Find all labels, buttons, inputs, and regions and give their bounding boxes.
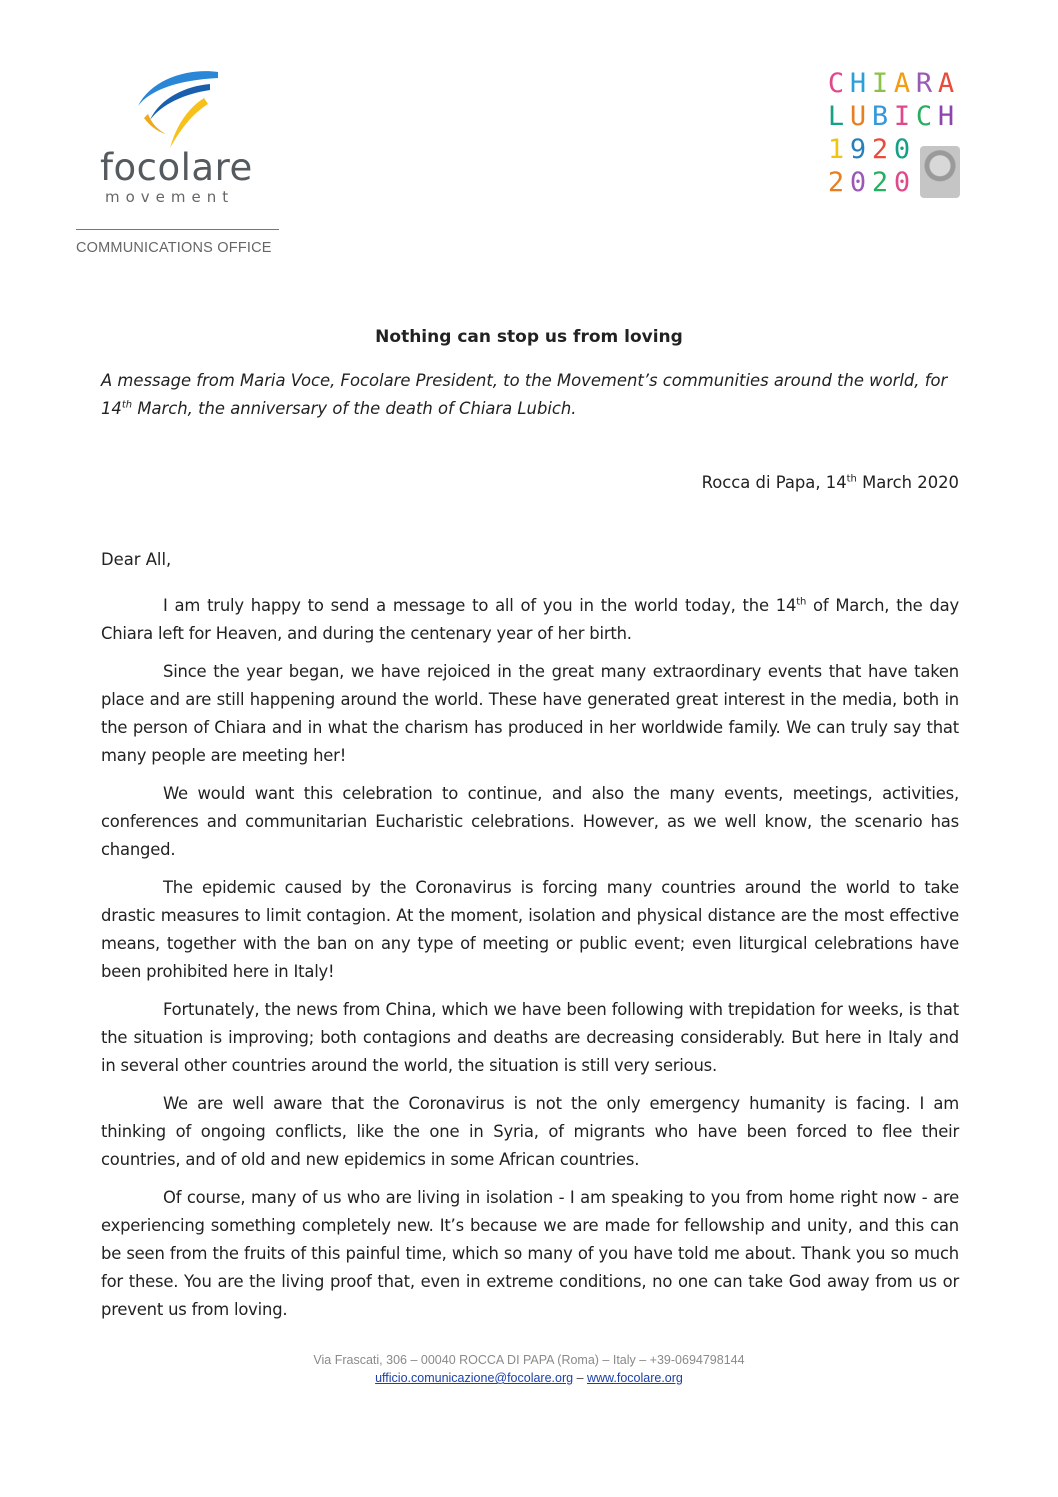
centenary-line-1: C H I A R A [827,68,955,99]
centenary-line-2: L U B I C H [827,101,955,132]
centenary-line-4: 2 0 2 0 [827,167,911,198]
focolare-swoosh-icon [130,68,220,150]
centenary-line-3: 1 9 2 0 [827,134,911,165]
footer-links [0,1371,1058,1385]
paragraph: We are well aware that the Coronavirus is not the only emergency humanity is facing. I am thinking of ongoing conflicts, like the one in Syria, of migrants who have been forced to flee their countries, and of old and new epidemics in some African countries. [101,1094,959,1169]
paragraph: I am truly happy to send a message to all of you in the world today, the 14th of March, the day Chiara left for Heaven, and during the centenary year of her birth. [101,596,959,643]
paragraph: Of course, many of us who are living in isolation - I am speaking to you from home right now - are experiencing something completely new. It’s because we are made for fellowship and unity, and this can be seen from the fruits of this painful time, which so many of you have told me about. Thank you so much for these. You are the living proof that, even in extreme conditions, no one can take God away from us or prevent us from loving. [101,1188,959,1319]
office-label: COMMUNICATIONS OFFICE [76,240,272,256]
footer-separator: – [573,1371,587,1385]
logo-subtitle: movement [105,188,235,206]
email-link[interactable]: ufficio.comunicazione@focolare.org [375,1371,574,1385]
letter-subtitle: A message from Maria Voce, Focolare President, to the Movement’s communities around the world, for 14th March, the anniversary of the death of Chiara Lubich. [101,371,948,418]
greeting: Dear All, [101,550,172,569]
paragraph: Fortunately, the news from China, which we have been following with trepidation for weeks, is that the situation is improving; both contagions and deaths are decreasing considerably. But here in Italy and in several other countries around the world, the situation is still very serious. [101,1000,959,1075]
centenary-logo [826,70,961,200]
logo-wordmark: focolare [100,146,253,189]
focolare-logo [95,68,285,208]
chiara-portrait-image [920,146,960,198]
paragraph: Since the year began, we have rejoiced in the great many extraordinary events that have taken place and are still happening around the world. These have generated great interest in the media, both in the person of Chiara and in what the charism has produced in her worldwide family. We can truly say that many people are meeting her! [101,662,959,765]
website-link[interactable]: www.focolare.org [587,1371,683,1385]
letter-body [101,592,959,1334]
paragraph: The epidemic caused by the Coronavirus is forcing many countries around the world to take drastic measures to limit contagion. At the moment, isolation and physical distance are the most effective means, together with the ban on any type of meeting or public event; even liturgical celebrations have been prohibited here in Italy! [101,878,959,981]
header-divider [76,229,279,230]
letter-title: Nothing can stop us from loving [375,327,683,347]
dateline: Rocca di Papa, 14th March 2020 [701,473,959,492]
footer-address: Via Frascati, 306 – 00040 ROCCA DI PAPA (Roma) – Italy – +39-0694798144 [313,1353,745,1367]
paragraph: We would want this celebration to continue, and also the many events, meetings, activities, conferences and communitarian Eucharistic celebrations. However, as we well know, the scenario has changed. [101,784,959,859]
